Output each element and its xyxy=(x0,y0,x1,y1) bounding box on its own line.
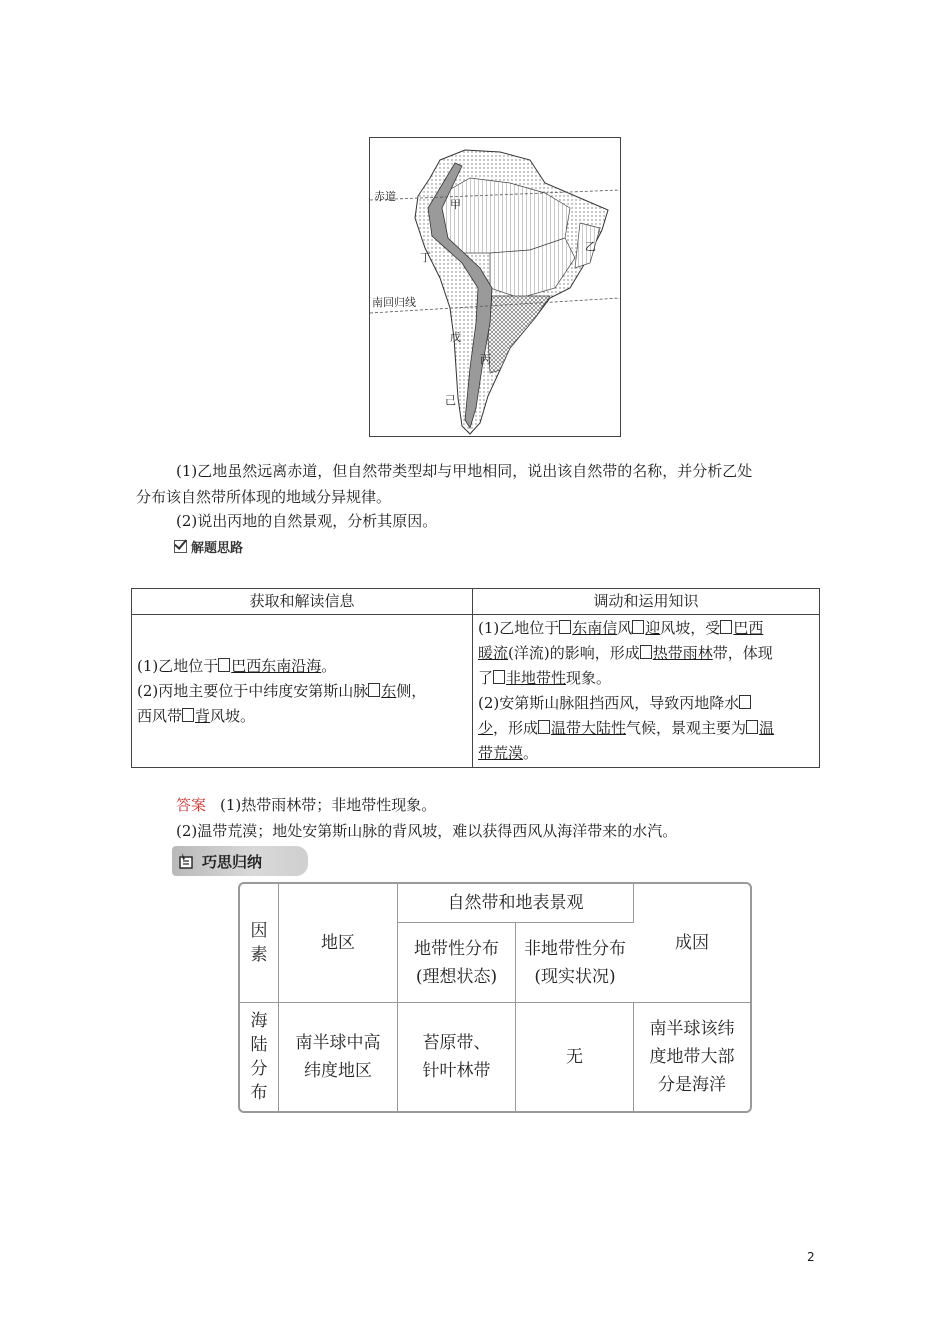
header-left: 获取和解读信息 xyxy=(132,589,473,615)
question-1-line-2: 分布该自然带所体现的地域分异规律。 xyxy=(136,488,392,506)
label-yi: 乙 xyxy=(585,240,596,253)
answer-text-2: (2)温带荒漠；地处安第斯山脉的背风坡，难以获得西风从海洋带来的水汽。 xyxy=(176,822,678,840)
label-bing: 丙 xyxy=(480,353,491,366)
header-right: 调动和运用知识 xyxy=(473,589,820,615)
map-svg xyxy=(370,138,620,436)
answer-label: 答案 xyxy=(176,796,207,814)
label-equator: 赤道 xyxy=(374,190,396,203)
label-jia: 甲 xyxy=(450,198,461,211)
summary-banner xyxy=(172,846,308,876)
question-1 xyxy=(136,458,820,510)
header-region: 地区 xyxy=(279,884,398,1003)
solution-approach-label: 解题思路 xyxy=(191,541,244,556)
pen-note-icon xyxy=(172,846,202,876)
info-left-cell: (1)乙地位于 巴西东南沿海。 (2)丙地主要位于中纬度安第斯山脉 东侧， 西风带 背风坡。 xyxy=(132,615,473,768)
label-tropic: 南回归线 xyxy=(372,296,416,309)
solution-approach-tag xyxy=(174,537,243,556)
summary-banner-title: 巧思归纳 xyxy=(202,852,263,871)
page-number: 2 xyxy=(807,1250,815,1264)
cell-azonal: 无 xyxy=(516,1003,634,1111)
answer-line-1 xyxy=(176,792,436,818)
checkmark-icon xyxy=(174,540,187,553)
label-ding: 丁 xyxy=(420,251,431,264)
analysis-table xyxy=(131,588,820,768)
cell-zonal: 苔原带、 针叶林带 xyxy=(398,1003,516,1111)
summary-table xyxy=(238,882,752,1113)
cell-factor: 海陆分布 xyxy=(240,1003,279,1111)
header-cause: 成因 xyxy=(634,884,750,1003)
bing-region xyxy=(488,296,550,373)
header-factor: 因素 xyxy=(240,884,279,1003)
info-right-cell: (1)乙地位于 东南信风 迎风坡，受 巴西 暖流(洋流)的影响，形成 热带雨林带，体现 了 非地带性现象。 (2)安第斯山脉阻挡西风，导致丙地降水 少，形成 温带大陆性气候，景观主要为 温 带荒漠。 xyxy=(473,615,820,768)
header-landscape-group: 自然带和地表景观 xyxy=(398,884,634,923)
header-zonal: 地带性分布 (理想状态) xyxy=(398,923,516,1003)
header-azonal: 非地带性分布 (现实状况) xyxy=(516,923,634,1003)
cell-cause: 南半球该纬 度地带大部 分是海洋 xyxy=(649,1019,735,1095)
label-wu: 戊 xyxy=(450,331,461,344)
south-america-map xyxy=(369,137,621,437)
question-2: (2)说出丙地的自然景观，分析其原因。 xyxy=(176,512,438,530)
label-ji: 己 xyxy=(445,394,456,407)
answer-text-1: (1)热带雨林带；非地带性现象。 xyxy=(220,796,437,814)
question-1-line-1: (1)乙地虽然远离赤道，但自然带类型却与甲地相同，说出该自然带的名称，并分析乙处 xyxy=(176,462,753,480)
cell-region: 南半球中高 纬度地区 xyxy=(279,1003,398,1111)
